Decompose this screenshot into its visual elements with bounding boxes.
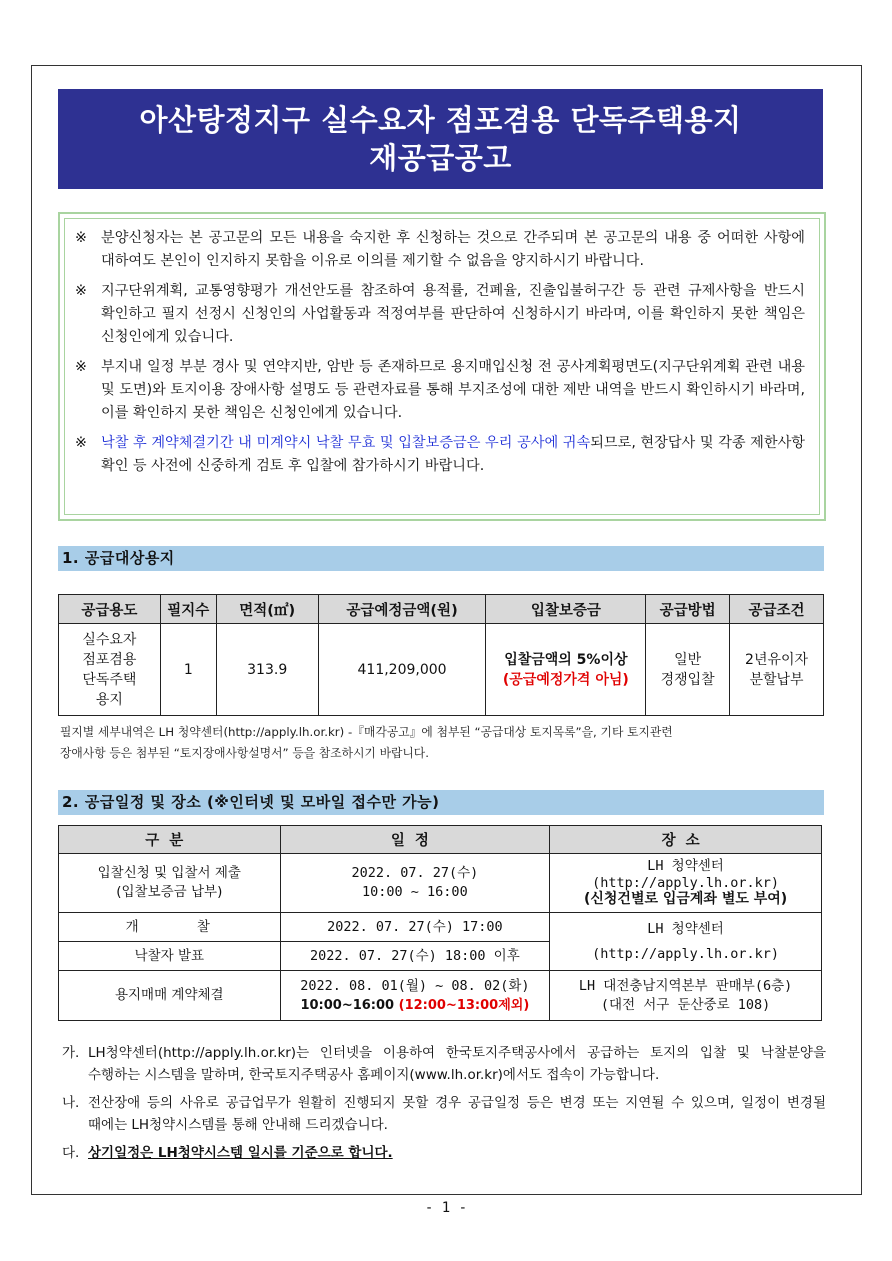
notice-mark: ※ — [75, 283, 87, 299]
notice-item — [75, 432, 805, 478]
footnote-line: 필지별 세부내역은 LH 청약센터(http://apply.lh.or.kr) -『매각공고』에 첨부된 “공급대상 토지목록”을, 기타 토지관련 — [60, 725, 673, 739]
header-use: 공급용도 — [59, 595, 161, 624]
row-date: 2022. 07. 27(수) 17:00 — [280, 913, 550, 942]
title-line-1: 아산탕정지구 실수요자 점포겸용 단독주택용지 — [139, 103, 742, 137]
place-line-bold: (신청건별로 입금계좌 별도 부여) — [583, 891, 788, 907]
notice-mark: ※ — [75, 359, 87, 375]
deposit-main: 입찰금액의 5%이상 — [504, 651, 628, 668]
note-text-wrap — [88, 1142, 826, 1164]
notice-warning-highlight: 낙찰 후 계약체결기간 내 미계약시 낙찰 무효 및 입찰보증금은 우리 공사에 귀속 — [101, 435, 591, 451]
notice-text: 분양신청자는 본 공고문의 모든 내용을 숙지한 후 신청하는 것으로 간주되며 본 공고문의 내용 중 어떠한 사항에 대하여도 본인이 인지하지 못함을 이유로 이의를 제기할 수 없음을 양지하시기 바랍니다. — [101, 230, 805, 269]
table-row — [59, 624, 824, 716]
section-1-header: 1. 공급대상용지 — [58, 546, 824, 571]
notice-box — [58, 212, 826, 521]
table-header-row — [59, 826, 822, 854]
place-line: (http://apply.lh.or.kr) — [592, 945, 780, 962]
use-line: 실수요자 — [82, 631, 137, 648]
row-label-line: 입찰신청 및 입찰서 제출 — [97, 865, 241, 881]
row-place — [550, 854, 822, 913]
place-line: LH 청약센터 — [647, 920, 724, 937]
header-deposit: 입찰보증금 — [486, 595, 646, 624]
header-area: 면적(㎡) — [216, 595, 318, 624]
cell-method — [646, 624, 730, 716]
contract-hours: 10:00~16:00 — [300, 997, 399, 1013]
cell-deposit — [486, 624, 646, 716]
note-text-underlined: 상기일정은 LH청약시스템 일시를 기준으로 합니다. — [88, 1145, 393, 1161]
notice-text: 부지내 일정 부분 경사 및 연약지반, 암반 등 존재하므로 용지매입신청 전 공사계획평면도(지구단위계획 관련 내용 및 도면)와 토지이용 장애사항 설명도 등 관련자료를 통해 부지조성에 대한 제반 내역을 반드시 확인하시기 바라며, 이를 확인하지 못한 책임은 신청인에게 있습니다. — [101, 359, 805, 421]
row-label — [59, 854, 281, 913]
header-price: 공급예정금액(원) — [318, 595, 486, 624]
cell-price: 411,209,000 — [318, 624, 486, 716]
row-place — [550, 971, 822, 1021]
notice-mark: ※ — [75, 435, 87, 451]
place-line: (대전 서구 둔산중로 108) — [600, 996, 771, 1013]
cell-area: 313.9 — [216, 624, 318, 716]
note-item — [62, 1042, 826, 1086]
use-line: 단독주택 — [82, 671, 137, 688]
notice-item — [75, 280, 805, 349]
row-place — [550, 913, 822, 971]
cell-count: 1 — [160, 624, 216, 716]
footnote-line: 장애사항 등은 첨부된 “토지장애사항설명서” 등을 참조하시기 바랍니다. — [60, 746, 429, 760]
table-row — [59, 854, 822, 913]
header-condition: 공급조건 — [730, 595, 824, 624]
note-text: LH청약센터(http://apply.lh.or.kr)는 인터넷을 이용하여 한국토지주택공사에서 공급하는 토지의 입찰 및 낙찰분양을 수행하는 시스템을 말하며, 한국토지주택공사 홈페이지(www.lh.or.kr)에서도 접속이 가능합니다. — [88, 1045, 826, 1083]
place-line: LH 대전충남지역본부 판매부(6층) — [578, 977, 793, 994]
row-label: 낙찰자 발표 — [59, 942, 281, 971]
note-mark: 가. — [62, 1045, 80, 1061]
cell-condition — [730, 624, 824, 716]
header-category: 구분 — [59, 826, 281, 854]
row-label-line: (입찰보증금 납부) — [116, 884, 223, 900]
note-item — [62, 1092, 826, 1136]
header-schedule: 일정 — [280, 826, 550, 854]
date-line: 2022. 08. 01(월) ~ 08. 02(화) — [300, 977, 530, 994]
method-line: 일반 — [674, 651, 702, 668]
note-text: 전산장애 등의 사유로 공급업무가 원활히 진행되지 못할 경우 공급일정 등은 변경 또는 지연될 수 있으며, 일정이 변경될 때에는 LH청약시스템를 통해 안내해 드리겠습니다. — [88, 1095, 826, 1133]
row-date — [280, 854, 550, 913]
table-row — [59, 913, 822, 942]
notice-text — [101, 432, 805, 478]
notice-text: 지구단위계획, 교통영향평가 개선안도를 참조하여 용적률, 건폐율, 진출입불허구간 등 관련 규제사항을 반드시 확인하고 필지 선정시 신청인의 사업활동과 적정여부를 판단하여 신청하시기 바라며, 이를 확인하지 못한 책임은 신청인에게 있습니다. — [101, 283, 805, 345]
deposit-note: (공급예정가격 아님) — [502, 671, 629, 688]
note-mark: 다. — [62, 1145, 80, 1161]
notice-item — [75, 356, 805, 425]
section-1-footnote — [60, 722, 826, 764]
date-line: 2022. 07. 27(수) — [351, 865, 479, 881]
table-row — [59, 971, 822, 1021]
date-line — [281, 996, 550, 1015]
notice-inner — [64, 218, 820, 515]
title-banner — [58, 89, 823, 189]
contract-hours-excluded: (12:00~13:00제외) — [398, 997, 530, 1013]
use-line: 점포겸용 — [82, 651, 137, 668]
method-line: 경쟁입찰 — [660, 671, 715, 688]
date-line: 10:00 ~ 16:00 — [362, 884, 468, 900]
page-number: - 1 - — [424, 1200, 468, 1216]
note-item — [62, 1142, 826, 1164]
notice-warning-rest: 되므로, 현장답사 및 각종 제한사항 확인 등 사전에 신중하게 검토 후 입찰에 참가하시기 바랍니다. — [101, 435, 805, 474]
row-date — [280, 971, 550, 1021]
condition-line: 2년유이자 — [745, 651, 809, 668]
section-2-header: 2. 공급일정 및 장소 (※인터넷 및 모바일 접수만 가능) — [58, 790, 824, 815]
header-place: 장소 — [550, 826, 822, 854]
schedule-table — [58, 825, 822, 1021]
place-line: (http://apply.lh.or.kr) — [592, 875, 780, 891]
place-line: LH 청약센터 — [647, 858, 724, 874]
use-line: 용지 — [95, 691, 123, 708]
supply-target-table — [58, 594, 824, 716]
condition-line: 분할납부 — [749, 671, 804, 688]
note-mark: 나. — [62, 1095, 80, 1111]
row-date: 2022. 07. 27(수) 18:00 이후 — [280, 942, 550, 971]
row-label: 용지매매 계약체결 — [59, 971, 281, 1021]
title-line-2: 재공급공고 — [369, 141, 512, 175]
notice-item — [75, 227, 805, 273]
header-count: 필지수 — [160, 595, 216, 624]
header-method: 공급방법 — [646, 595, 730, 624]
notice-mark: ※ — [75, 230, 87, 246]
row-label: 개 찰 — [59, 913, 281, 942]
cell-use — [59, 624, 161, 716]
bottom-notes — [62, 1042, 826, 1170]
table-header-row — [59, 595, 824, 624]
